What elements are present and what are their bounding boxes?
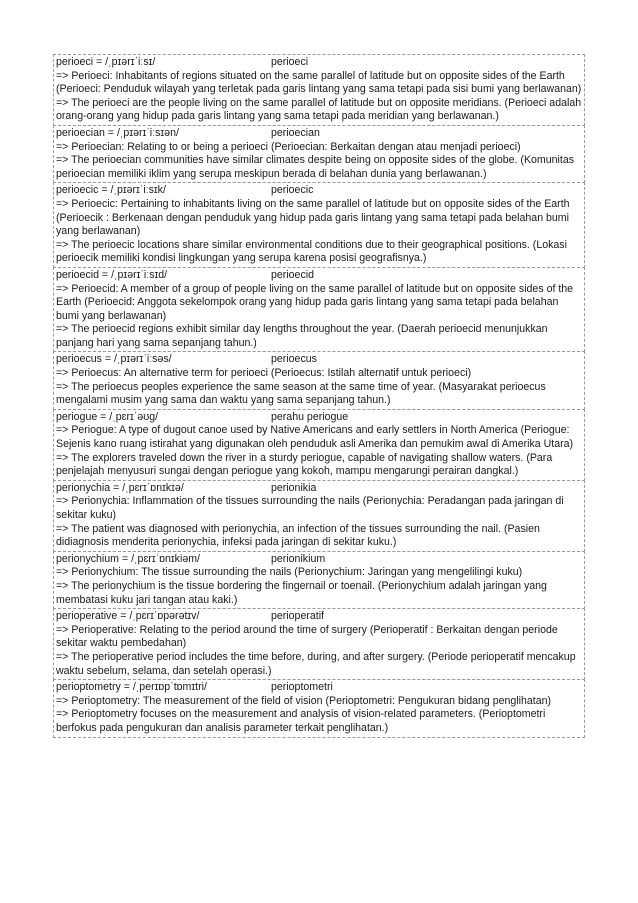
dictionary-entry [53, 409, 585, 481]
example-text: => The perioperative period includes the time before, during, and after surgery. (Periode perioperatif mencakup waktu sebelum, selama, dan setelah operasi.) [56, 650, 576, 677]
dictionary-page [53, 55, 585, 738]
dictionary-entry [53, 54, 585, 126]
headword-translation: perioecian [271, 126, 320, 139]
example-text: => The explorers traveled down the river in a sturdy periogue, capable of navigating shallow waters. (Para penjelajah menyusuri sungai dengan periogue yang kokoh, mampu mengarungi perairan dangkal.) [56, 451, 553, 478]
example-text: => The perioecian communities have similar climates despite being on opposite sides of the globe. (Komunitas perioecian memiliki iklim yang serupa meskipun berada di belahan dunia yang berlawanan.) [56, 154, 575, 180]
headword-pronunciation: perioeci = /ˌpɪərɪˈiːsɪ/ [56, 56, 156, 68]
headword-pronunciation: perioperative = /ˌpɛrɪˈɒpərətɪv/ [56, 610, 200, 623]
dictionary-entry [53, 125, 585, 183]
headword-line [56, 353, 582, 367]
headword-translation: perionikium [271, 552, 326, 565]
headword-line [56, 269, 582, 283]
dictionary-entry [53, 679, 585, 737]
definition-text: => Perioecid: A member of a group of people living on the same parallel of latitude but on opposite sides of the Earth (Perioecid: Anggota sekelompok orang yang hidup pada garis lintang yang sama tetapi pada belahan bumi yang berlawanan) [56, 282, 574, 322]
example-text: => The perioeci are the people living on the same parallel of latitude but on opposite meridians. (Perioeci adalah orang-orang yang hidup pada garis lintang yang sama tetapi pada meridian yang berlawanan.) [56, 96, 582, 123]
dictionary-entry [53, 608, 585, 680]
headword-line [56, 482, 582, 496]
definition-text: => Perioecic: Pertaining to inhabitants living on the same parallel of latitude but on opposite sides of the Earth (Perioecik : Berkenaan dengan penduduk yang hidup pada garis lintang yang sama tetapi pada belahan bumi yang berlawanan) [56, 197, 570, 238]
headword-translation: perioecus [271, 353, 317, 366]
definition-text: => Perioperative: Relating to the period around the time of surgery (Perioperatif : Berkaitan dengan periode sekitar waktu pembedahan) [56, 623, 558, 650]
headword-line [56, 56, 582, 70]
headword-translation: perioperatif [271, 610, 324, 623]
headword-line [56, 127, 582, 141]
definition-text: => Perioecus: An alternative term for perioeci (Perioecus: Istilah alternatif untuk perioeci) [56, 367, 472, 380]
headword-line [56, 184, 582, 198]
headword-translation: perioptometri [271, 681, 333, 694]
definition-text: => Perionychia: Inflammation of the tissues surrounding the nails (Perionychia: Peradangan pada jaringan di sekitar kuku) [56, 495, 564, 521]
headword-translation: perionikia [271, 481, 317, 494]
example-text: => The perioecus peoples experience the same season at the same time of year. (Masyarakat perioecus mengalami musim yang sama dan waktu yang sama sepanjang tahun.) [56, 380, 546, 407]
definition-text: => Perioecian: Relating to or being a perioeci (Perioecian: Berkaitan dengan atau menjadi perioeci) [56, 140, 521, 153]
example-text: => The perioecid regions exhibit similar day lengths throughout the year. (Daerah perioecid menunjukkan panjang hari yang sama sepanjang tahun.) [56, 323, 548, 349]
headword-line [56, 610, 582, 624]
headword-line [56, 681, 582, 695]
dictionary-entry [53, 480, 585, 552]
headword-pronunciation: perioecus = /ˌpɪərɪˈiːsəs/ [56, 353, 172, 366]
headword-pronunciation: perioecid = /ˌpɪərɪˈiːsɪd/ [56, 268, 168, 281]
dictionary-entry [53, 351, 585, 409]
headword-pronunciation: perionychia = /ˌpɛrɪˈɒnɪkɪə/ [56, 481, 184, 494]
definition-text: => Perioeci: Inhabitants of regions situated on the same parallel of latitude but on opposite sides of the Earth (Perioeci: Penduduk wilayah yang terletak pada garis lintang yang sama tetapi pada sisi bumi yang berlawanan) [56, 69, 582, 96]
definition-text: => Perioptometry: The measurement of the field of vision (Perioptometri: Pengukuran bidang penglihatan) [56, 694, 552, 707]
example-text: => The perioecic locations share similar environmental conditions due to their geographical positions. (Lokasi perioecik memiliki kondisi lingkungan yang serupa karena posisi geografisnya.) [56, 238, 567, 265]
definition-text: => Periogue: A type of dugout canoe used by Native Americans and early settlers in North America (Periogue: Sejenis kano ruang istirahat yang digunakan oleh penduduk asli Amerika dan pemukim awal di Amerika Utara) [56, 424, 574, 451]
headword-pronunciation: perioecic = /ˌpɪərɪˈiːsɪk/ [56, 184, 166, 197]
dictionary-entry [53, 182, 585, 268]
headword-pronunciation: perioecian = /ˌpɪərɪˈiːsɪən/ [56, 126, 179, 139]
headword-pronunciation: periogue = /ˌpɛrɪˈəʊɡ/ [56, 410, 159, 423]
dictionary-entry [53, 267, 585, 353]
headword-line [56, 553, 582, 567]
headword-translation: perahu periogue [271, 410, 349, 423]
headword-pronunciation: perionychium = /ˌpɛrɪˈɒnɪkiəm/ [56, 552, 200, 565]
headword-translation: perioecid [271, 268, 314, 281]
headword-line [56, 411, 582, 425]
headword-pronunciation: perioptometry = /ˌperɪɒpˈtɒmɪtri/ [56, 681, 207, 694]
example-text: => The patient was diagnosed with perionychia, an infection of the tissues surrounding the nail. (Pasien didiagnosis menderita perionychia, infeksi pada jaringan di sekitar kuku.) [56, 522, 540, 549]
headword-translation: perioeci [271, 56, 309, 68]
example-text: => Perioptometry focuses on the measurement and analysis of vision-related parameters. (Perioptometri berfokus pada pengukuran dan analisis parameter terkait penglihatan.) [56, 708, 546, 734]
definition-text: => Perionychium: The tissue surrounding the nails (Perionychium: Jaringan yang mengelilingi kuku) [56, 566, 523, 579]
headword-translation: perioecic [271, 184, 314, 197]
example-text: => The perionychium is the tissue bordering the fingernail or toenail. (Perionychium adalah jaringan yang membatasi kuku jari tangan atau kaki.) [56, 579, 547, 606]
dictionary-entry [53, 551, 585, 609]
